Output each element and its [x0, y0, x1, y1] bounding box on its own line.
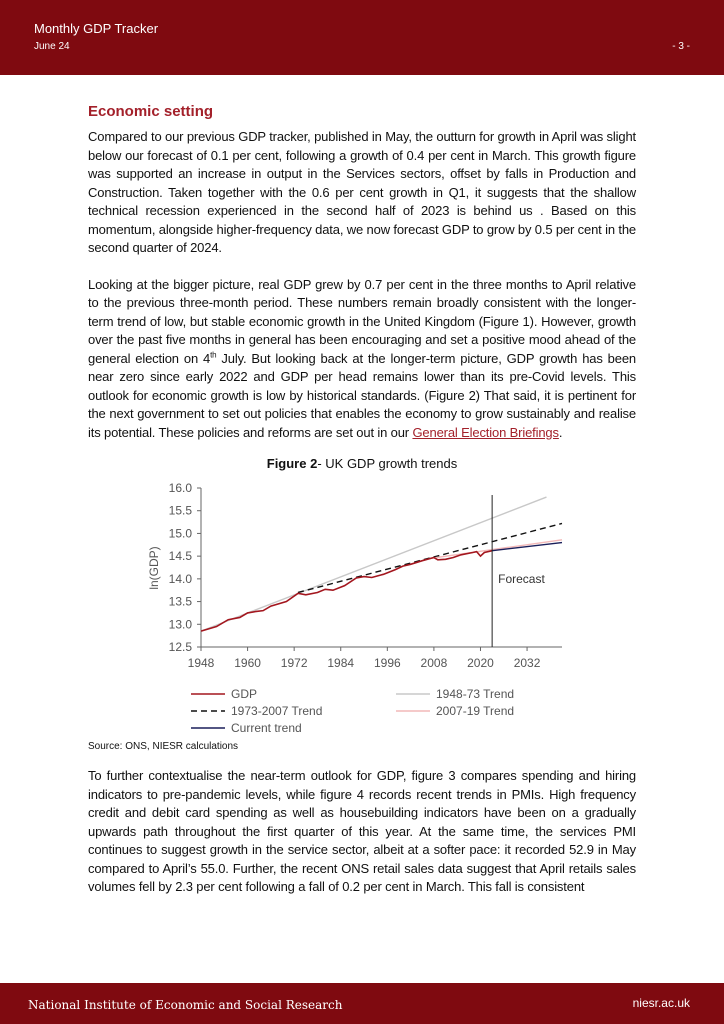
y-tick-label: 16.0 — [168, 481, 192, 495]
institute-name: National Institute of Economic and Social Research — [28, 998, 343, 1012]
x-tick-label: 2008 — [420, 656, 448, 670]
y-tick-label: 14.5 — [168, 549, 192, 564]
x-tick-label: 2020 — [467, 656, 494, 670]
y-tick-label: 15.0 — [168, 526, 192, 541]
paragraph-2 — [88, 276, 636, 443]
forecast-annotation: Forecast — [498, 572, 545, 586]
figure-label: Figure 2 — [266, 456, 318, 471]
series-line-current-trend — [492, 543, 562, 551]
x-tick-label: 2032 — [513, 656, 541, 670]
website-link[interactable]: niesr.ac.uk — [632, 996, 690, 1010]
paragraph-1: Compared to our previous GDP tracker, published in May, the outturn for growth in April was slight below our forecast of 0.1 per cent, following a growth of 0.4 per cent in March. This growth figure was supported an increase in output in the Services sectors, offset by falls in Production and Construction. Taken together with the 0.6 per cent growth in Q1, it suggests that the shallow technical recession experienced in the second half of 2023 is behind us . Based on this momentum, alongside higher-frequency data, we now forecast GDP to grow by 0.5 per cent in the second quarter of 2024. — [88, 129, 637, 255]
superscript: th — [210, 350, 217, 360]
figure-title — [88, 456, 636, 472]
section-title: Economic setting — [88, 103, 214, 120]
text: July. But looking back at the longer-term picture, GDP growth has been near zero since early 2022 and GDP per head remains lower than its pre-Covid levels. This outlook for economic growth is low by historical standards. (Figure 2) That said, it is pertinent for the next government to set out policies that enables the economy to grow sustainably and realise its potential. These policies and reforms are set out in our — [88, 350, 636, 440]
y-tick-label: 14.0 — [168, 571, 192, 586]
legend-label: Current trend — [231, 721, 302, 735]
legend-label: 1948-73 Trend — [436, 687, 515, 701]
y-tick-label: 13.0 — [168, 617, 192, 632]
gdp-chart — [140, 474, 580, 740]
legend-label: GDP — [231, 687, 258, 701]
x-tick-label: 1984 — [327, 656, 355, 670]
x-tick-label: 1960 — [234, 656, 261, 670]
x-tick-label: 1948 — [187, 656, 215, 670]
y-tick-label: 12.5 — [168, 640, 192, 654]
document-title: Monthly GDP Tracker — [34, 21, 159, 36]
document-date: June 24 — [34, 41, 70, 52]
y-tick-label: 15.5 — [168, 503, 192, 518]
text: Looking at the bigger picture, real GDP grew by 0.7 per cent in the three months to April relative to the previous three-month period. These numbers remain broadly consistent with the longer-term trend of low, but stable economic growth in the United Kingdom (Figure 1). However, growth over the past five months in general has been encouraging and set a positive mood ahead of the general election on 4 — [88, 276, 636, 366]
paragraph-3: To further contextualise the near-term outlook for GDP, figure 3 compares spending and hiring indicators to pre-pandemic levels, while figure 4 records recent trends in PMIs. High frequency credit and debit card spending as well as housebuilding indicators have been on a gradually upwards path throughout the first quarter of this year. At the same time, the services PMI continues to suggest growth in the service sector, albeit at a softer pace: it recorded 52.9 in May compared to April’s 55.0. Further, the recent ONS retail sales data suggest that April retails sales volumes fell by 2.3 per cent following a fall of 0.2 per cent in March. This fall is consistent — [88, 768, 636, 894]
legend-label: 1973-2007 Trend — [231, 704, 323, 718]
page-number: - 3 - — [672, 41, 690, 52]
legend-label: 2007-19 Trend — [436, 704, 515, 718]
series-line-1948-73-trend — [201, 497, 546, 631]
x-tick-label: 1972 — [280, 656, 308, 670]
page-header — [0, 0, 724, 75]
y-axis-label: ln(GDP) — [147, 546, 161, 590]
series-line-gdp — [201, 551, 492, 631]
text: . — [558, 424, 563, 440]
y-tick-label: 13.5 — [168, 594, 192, 609]
figure-source: Source: ONS, NIESR calculations — [88, 741, 239, 752]
page-footer — [0, 983, 724, 1024]
general-election-briefings-link[interactable]: General Election Briefings — [412, 424, 559, 440]
page-content — [88, 102, 636, 897]
x-tick-label: 1996 — [373, 656, 401, 670]
figure-caption: - UK GDP growth trends — [317, 456, 458, 471]
series-line-2007-19-trend — [430, 540, 562, 559]
